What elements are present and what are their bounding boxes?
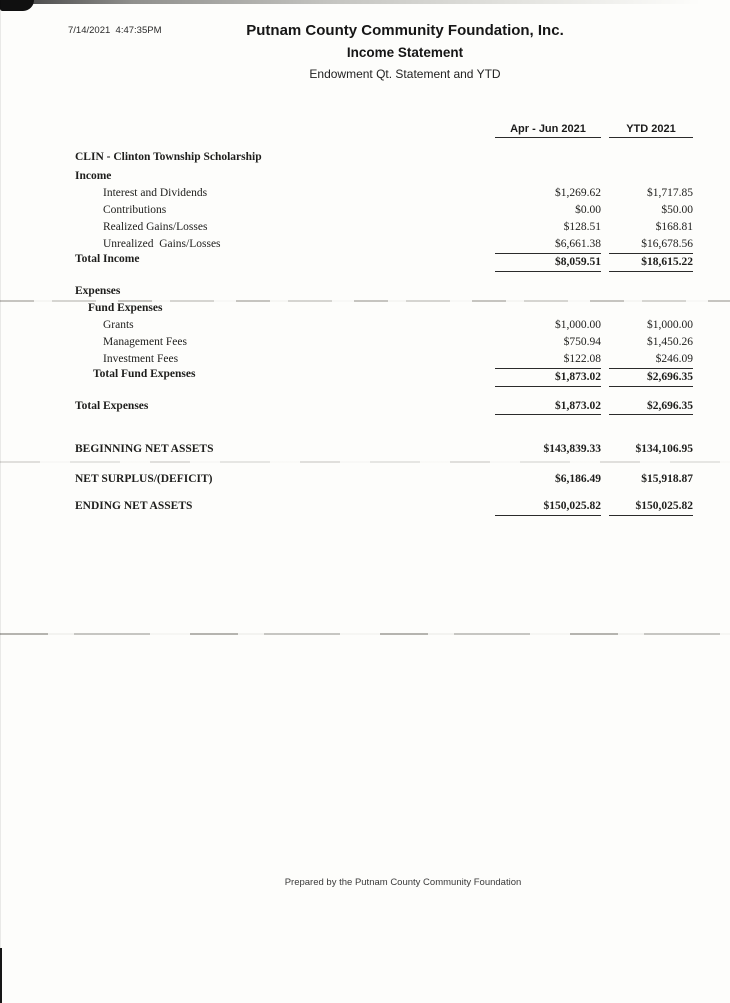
value-apr-jun: $8,059.51 <box>495 253 601 272</box>
print-timestamp: 7/14/2021 4:47:35PM <box>68 25 162 36</box>
footer-note: Prepared by the Putnam County Community Foundation <box>284 877 522 888</box>
row-label: Total Income <box>75 253 140 265</box>
value-ytd: $168.81 <box>655 220 693 233</box>
statement-row <box>75 253 693 272</box>
row-label: BEGINNING NET ASSETS <box>75 443 214 455</box>
value-ytd <box>609 302 693 315</box>
statement-heading-row <box>75 285 693 298</box>
value-ytd <box>609 170 693 183</box>
statement-row <box>75 500 693 516</box>
statement-heading-row <box>75 302 693 315</box>
report-title: Income Statement <box>346 45 464 60</box>
column-header-quarter <box>495 124 601 138</box>
statement-row <box>75 204 693 217</box>
value-ytd: $16,678.56 <box>641 237 693 250</box>
value-apr-jun: $143,839.33 <box>543 443 601 455</box>
value-ytd: $1,450.26 <box>647 335 693 348</box>
organization-name: Putnam County Community Foundation, Inc. <box>246 22 564 39</box>
row-label: NET SURPLUS/(DEFICIT) <box>75 472 213 485</box>
value-ytd: $1,000.00 <box>647 318 693 331</box>
statement-heading-row <box>75 151 693 164</box>
value-apr-jun: $1,873.02 <box>495 368 601 387</box>
value-ytd: $150,025.82 <box>609 500 693 516</box>
row-label: Realized Gains/Losses <box>103 220 208 233</box>
statement-heading-row <box>75 170 693 183</box>
value-apr-jun: $150,025.82 <box>495 500 601 516</box>
statement-row <box>75 400 693 416</box>
statement-row <box>75 319 693 332</box>
value-apr-jun <box>495 170 601 183</box>
row-label: Interest and Dividends <box>103 186 208 199</box>
value-apr-jun: $1,000.00 <box>555 318 601 331</box>
row-label: ENDING NET ASSETS <box>75 500 193 512</box>
column-header-quarter-line2: Apr - Jun 2021 <box>510 123 586 135</box>
row-label: Contributions <box>103 203 167 216</box>
value-apr-jun <box>495 151 601 164</box>
value-apr-jun <box>495 285 601 298</box>
scan-artifact-left-edge-mark <box>0 948 2 1003</box>
report-header <box>80 22 730 81</box>
row-label: Total Fund Expenses <box>93 368 196 380</box>
value-apr-jun: $0.00 <box>575 203 601 216</box>
row-label: Unrealized Gains/Losses <box>103 237 221 250</box>
row-label: CLIN - Clinton Township Scholarship <box>75 150 262 163</box>
value-apr-jun: $750.94 <box>563 335 601 348</box>
column-header-spacer <box>75 124 495 138</box>
row-label: Management Fees <box>103 335 187 348</box>
statement-row <box>75 187 693 200</box>
statement-row <box>75 473 693 486</box>
scan-artifact-top-edge <box>0 0 730 4</box>
value-ytd <box>609 151 693 164</box>
statement-row <box>75 238 693 251</box>
value-apr-jun <box>495 302 601 315</box>
value-ytd: $246.09 <box>655 352 693 365</box>
value-apr-jun: $128.51 <box>563 220 601 233</box>
value-ytd: $1,717.85 <box>647 186 693 199</box>
column-header-ytd <box>609 124 693 138</box>
row-label: Income <box>75 169 112 182</box>
row-label: Fund Expenses <box>88 301 163 314</box>
value-ytd: $2,696.35 <box>609 368 693 387</box>
row-label: Expenses <box>75 284 121 297</box>
value-ytd: $15,918.87 <box>641 472 693 485</box>
statement-row <box>75 221 693 234</box>
statement-row <box>75 443 693 456</box>
value-apr-jun: $1,269.62 <box>555 186 601 199</box>
value-ytd <box>609 285 693 298</box>
report-subtitle: Endowment Qt. Statement and YTD <box>309 67 501 81</box>
value-apr-jun: $122.08 <box>563 352 601 365</box>
scan-artifact-line <box>0 633 730 635</box>
statement-row <box>75 336 693 349</box>
value-ytd: $2,696.35 <box>609 400 693 416</box>
scan-artifact-corner-mark <box>0 0 34 11</box>
value-apr-jun: $1,873.02 <box>495 400 601 416</box>
value-ytd: $18,615.22 <box>609 253 693 272</box>
row-label: Investment Fees <box>103 352 179 365</box>
statement-row <box>75 353 693 366</box>
value-ytd: $50.00 <box>661 203 693 216</box>
statement-rows <box>75 146 693 516</box>
row-label: Total Expenses <box>75 399 149 412</box>
scan-artifact-left-edge <box>0 0 1 1003</box>
row-label: Grants <box>103 318 134 331</box>
column-headers <box>75 124 693 138</box>
value-apr-jun: $6,661.38 <box>555 237 601 250</box>
value-apr-jun: $6,186.49 <box>555 472 601 485</box>
value-ytd: $134,106.95 <box>635 443 693 455</box>
column-header-ytd-line1: YTD <box>626 123 649 135</box>
statement-row <box>75 368 693 387</box>
column-header-ytd-line2: 2021 <box>651 123 676 135</box>
